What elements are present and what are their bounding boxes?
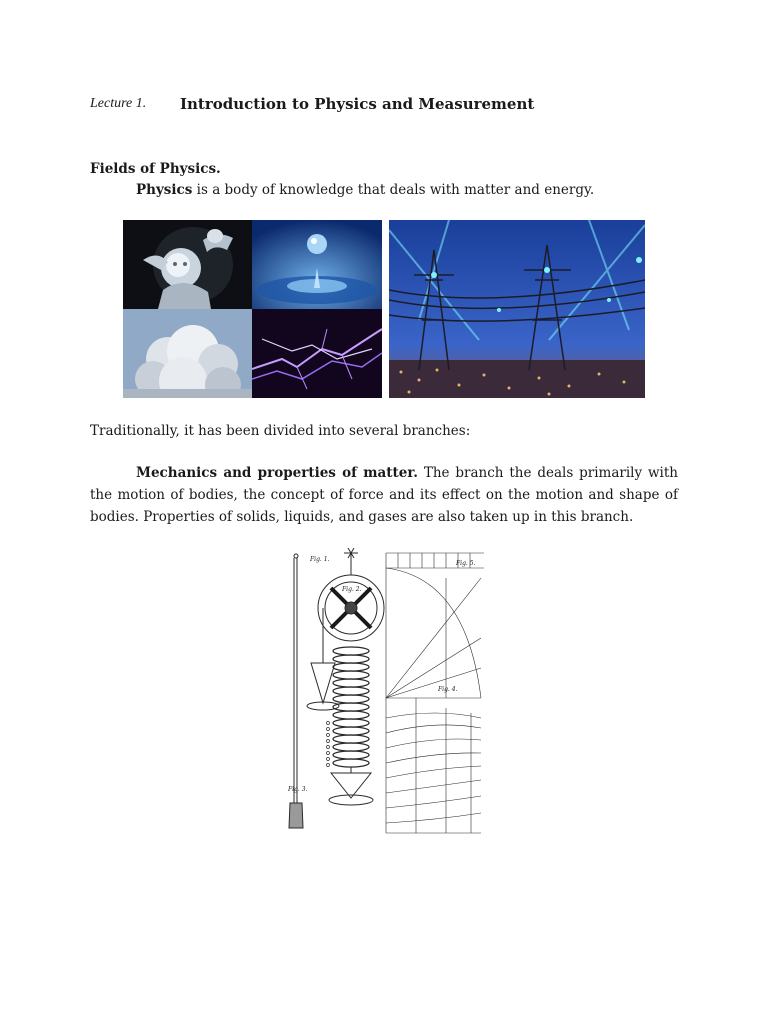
lecture-label: Lecture 1. xyxy=(90,96,147,111)
fig-4-label: Fig. 4. xyxy=(438,686,458,693)
physics-definition xyxy=(136,179,594,201)
water-droplet-photo xyxy=(252,220,382,309)
mechanics-paragraph xyxy=(90,462,678,528)
page-title: Introduction to Physics and Measurement xyxy=(180,95,535,113)
section-heading: Fields of Physics. xyxy=(90,161,221,177)
mechanics-text: The branch the deals primarily with the motion of bodies, the concept of force and its effect on the motion and shape of bodies. Properties of solids, liquids, and gases are also taken up in this branch. xyxy=(90,465,678,525)
fig-3-label: Fig. 3. xyxy=(288,786,308,793)
definition-term: Physics xyxy=(136,182,193,198)
ice-sculpture-photo xyxy=(123,220,252,309)
cumulus-cloud-photo xyxy=(123,309,252,398)
spring-balance-engraving xyxy=(286,548,486,838)
fig-1-label: Fig. 1. xyxy=(310,556,330,563)
definition-text: is a body of knowledge that deals with matter and energy. xyxy=(192,182,595,198)
fig-5-label: Fig. 5. xyxy=(456,560,476,567)
fig-2-label: Fig. 2. xyxy=(342,586,362,593)
mechanics-heading: Mechanics and properties of matter. xyxy=(136,465,418,481)
power-transmission-towers-photo xyxy=(389,220,645,398)
purple-lightning-photo xyxy=(252,309,382,398)
branches-intro: Traditionally, it has been divided into several branches: xyxy=(90,423,471,439)
